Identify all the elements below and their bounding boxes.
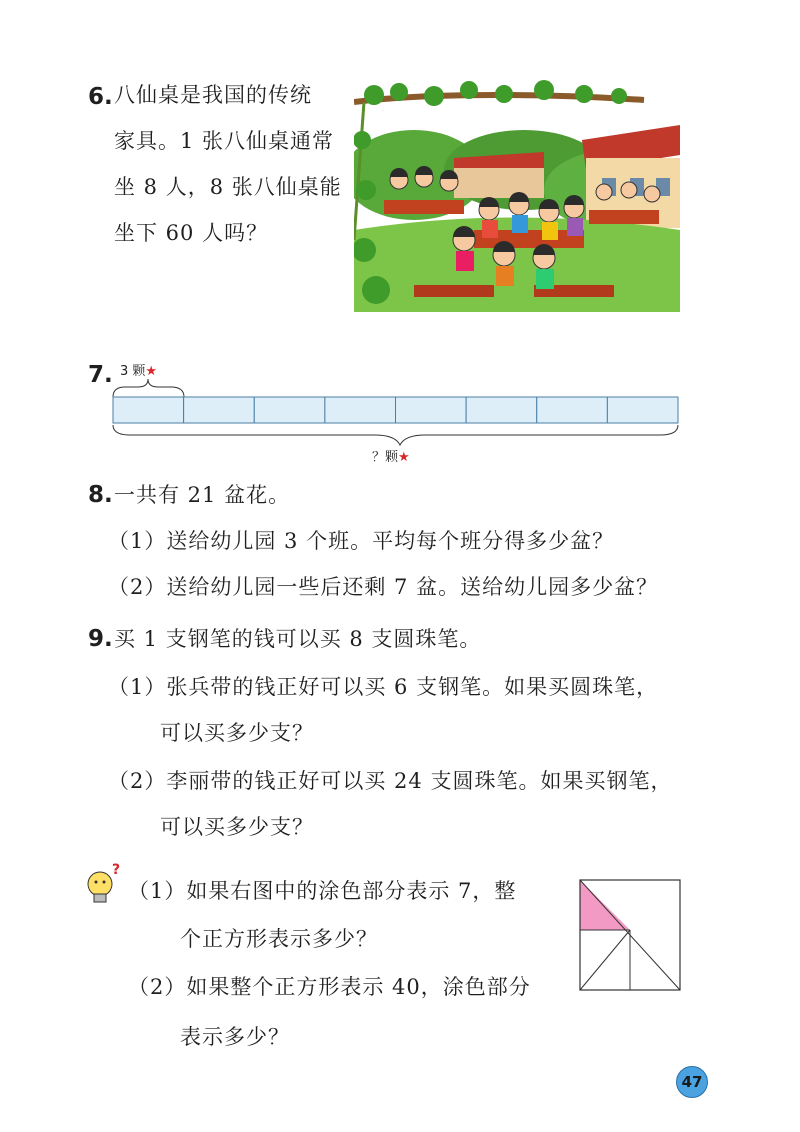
think-part-1-line-2: 个正方形表示多少？ <box>180 927 378 951</box>
think-part-2-line-1: 如果整个正方形表示 40，涂色部分 <box>186 975 531 999</box>
think-part-2-line-2: 表示多少？ <box>180 1025 290 1049</box>
q8-part-2-text: 送给幼儿园一些后还剩 7 盆。送给幼儿园多少盆？ <box>166 575 659 599</box>
q9-part-1-label: （1） <box>108 675 167 699</box>
q7-top-brace <box>113 379 184 397</box>
q9-part-2 <box>108 766 672 796</box>
q7-segments <box>113 397 678 423</box>
q7-segment <box>184 397 255 423</box>
q8-part-2-label: （2） <box>108 575 167 599</box>
q9-number: 9. <box>88 626 113 652</box>
q7-segment <box>466 397 537 423</box>
q8-part-1-label: （1） <box>108 529 167 553</box>
q9-stem: 买 1 支钢笔的钱可以买 8 支圆珠笔。 <box>114 627 482 651</box>
q7-bottom-label-text: ？颗 <box>372 450 399 465</box>
think-part-1-label: （1） <box>128 879 187 903</box>
q7-bottom-label <box>372 446 410 465</box>
q9-part-2-line-1: 李丽带的钱正好可以买 24 支圆珠笔。如果买钢笔， <box>166 769 673 793</box>
q9-part-2-label: （2） <box>108 769 167 793</box>
q8-number: 8. <box>88 482 113 508</box>
q7-bottom-brace <box>113 425 678 445</box>
think-part-1-line-1: 如果右图中的涂色部分表示 7，整 <box>186 879 517 903</box>
star-icon: ★ <box>145 364 158 379</box>
think-part-2 <box>128 972 531 1002</box>
q6-line-4: 坐下 60 人吗？ <box>114 221 269 245</box>
q9-part-2-line-2: 可以买多少支？ <box>160 815 314 839</box>
q9-part-1-line-2: 可以买多少支？ <box>160 721 314 745</box>
q6-line-1: 八仙桌是我国的传统 <box>114 83 312 107</box>
q9-part-1-line-1: 张兵带的钱正好可以买 6 支钢笔。如果买圆珠笔， <box>166 675 659 699</box>
think-part-2-label: （2） <box>128 975 187 999</box>
page-number: 47 <box>681 1073 703 1091</box>
q8-part-2 <box>108 572 658 602</box>
q8-part-1-text: 送给幼儿园 3 个班。平均每个班分得多少盆？ <box>166 529 615 553</box>
q7-segment <box>254 397 325 423</box>
q6-illustration <box>354 80 680 312</box>
square-fraction-diagram <box>578 878 682 992</box>
page-number-badge <box>676 1066 708 1098</box>
q7-segment <box>113 397 184 423</box>
q6-line-3: 坐 8 人，8 张八仙桌能 <box>114 175 342 199</box>
shaded-region <box>580 880 630 930</box>
q7-number: 7. <box>88 362 113 388</box>
q8-part-1 <box>108 526 614 556</box>
think-part-1 <box>128 876 516 906</box>
q9-part-1 <box>108 672 658 702</box>
q8-stem: 一共有 21 盆花。 <box>114 483 291 507</box>
q7-segment <box>607 397 678 423</box>
q7-top-label-text: 3 颗 <box>120 364 146 379</box>
q7-segment <box>396 397 467 423</box>
q7-segment <box>537 397 608 423</box>
q6-line-2: 家具。1 张八仙桌通常 <box>114 129 335 153</box>
svg-text:?: ? <box>112 862 121 878</box>
q6-number: 6. <box>88 84 113 110</box>
star-icon: ★ <box>398 450 410 465</box>
lightbulb-question-icon <box>84 860 124 910</box>
q7-segment <box>325 397 396 423</box>
